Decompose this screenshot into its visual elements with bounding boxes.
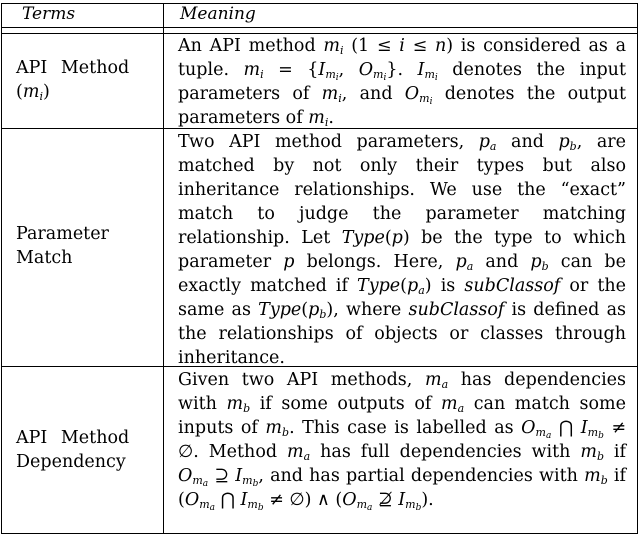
term-label: Parameter (16, 224, 109, 244)
term-label-2: Dependency (16, 452, 126, 472)
term-api-method (16, 56, 156, 104)
meaning-api-method: An API method $m_i$ (1 ≤ i ≤ n) is considered as a tuple. $m_i = \{I_{m_i}$, $O_{m_i}$}. $I_{m_i}$ denotes the input parameters of $m_i$, and $O_{m_i}$ denotes the output parameters of $m_i$. (178, 36, 627, 129)
term-label-2: Match (16, 248, 73, 268)
top-rule (1, 3, 638, 4)
term-api-method-dependency (16, 426, 156, 474)
term-parameter-match (16, 222, 156, 270)
term-symbol: $(m_i)$ (16, 82, 50, 103)
term-label: API Method (16, 428, 130, 448)
left-border (1, 3, 2, 534)
bottom-rule (1, 533, 638, 534)
column-divider (163, 3, 164, 534)
term-label: API Method (16, 58, 130, 78)
header-rule (1, 27, 638, 28)
header-meaning: Meaning (180, 4, 256, 24)
right-border (637, 3, 638, 534)
meaning-api-method-dependency: Given two API methods, $m_a$ has dependencies with $m_b$ if some outputs of $m_a$ can match some inputs of $m_b$. This case is labelled as $O_{m_a}$ ⋂ $I_{m_b}$ ≠ ∅. Method $m_a$ has full dependencies with $m_b$ if $O_{m_a}$ ⊇ $I_{m_b}$, and has partial dependencies with $m_b$ if ($O_{m_a}$ ⋂ $I_{m_b}$ ≠ ∅) ∧ ($O_{m_a}$ ⊉ $I_{m_b}$). (178, 370, 627, 513)
meaning-parameter-match: Two API method parameters, $p_a$ and $p_b$, are matched by not only their types but also inheritance relationships. We use the “exact” match to judge the parameter matching relationship. Let Type(p) be the type to which parameter p belongs. Here, $p_a$ and $p_b$ can be exactly matched if $Type(p_a)$ is subClassof or the same as $Type(p_b)$, where subClassof is defined as the relationships of objects or classes through inheritance. (178, 132, 627, 368)
header-terms: Terms (22, 4, 76, 24)
